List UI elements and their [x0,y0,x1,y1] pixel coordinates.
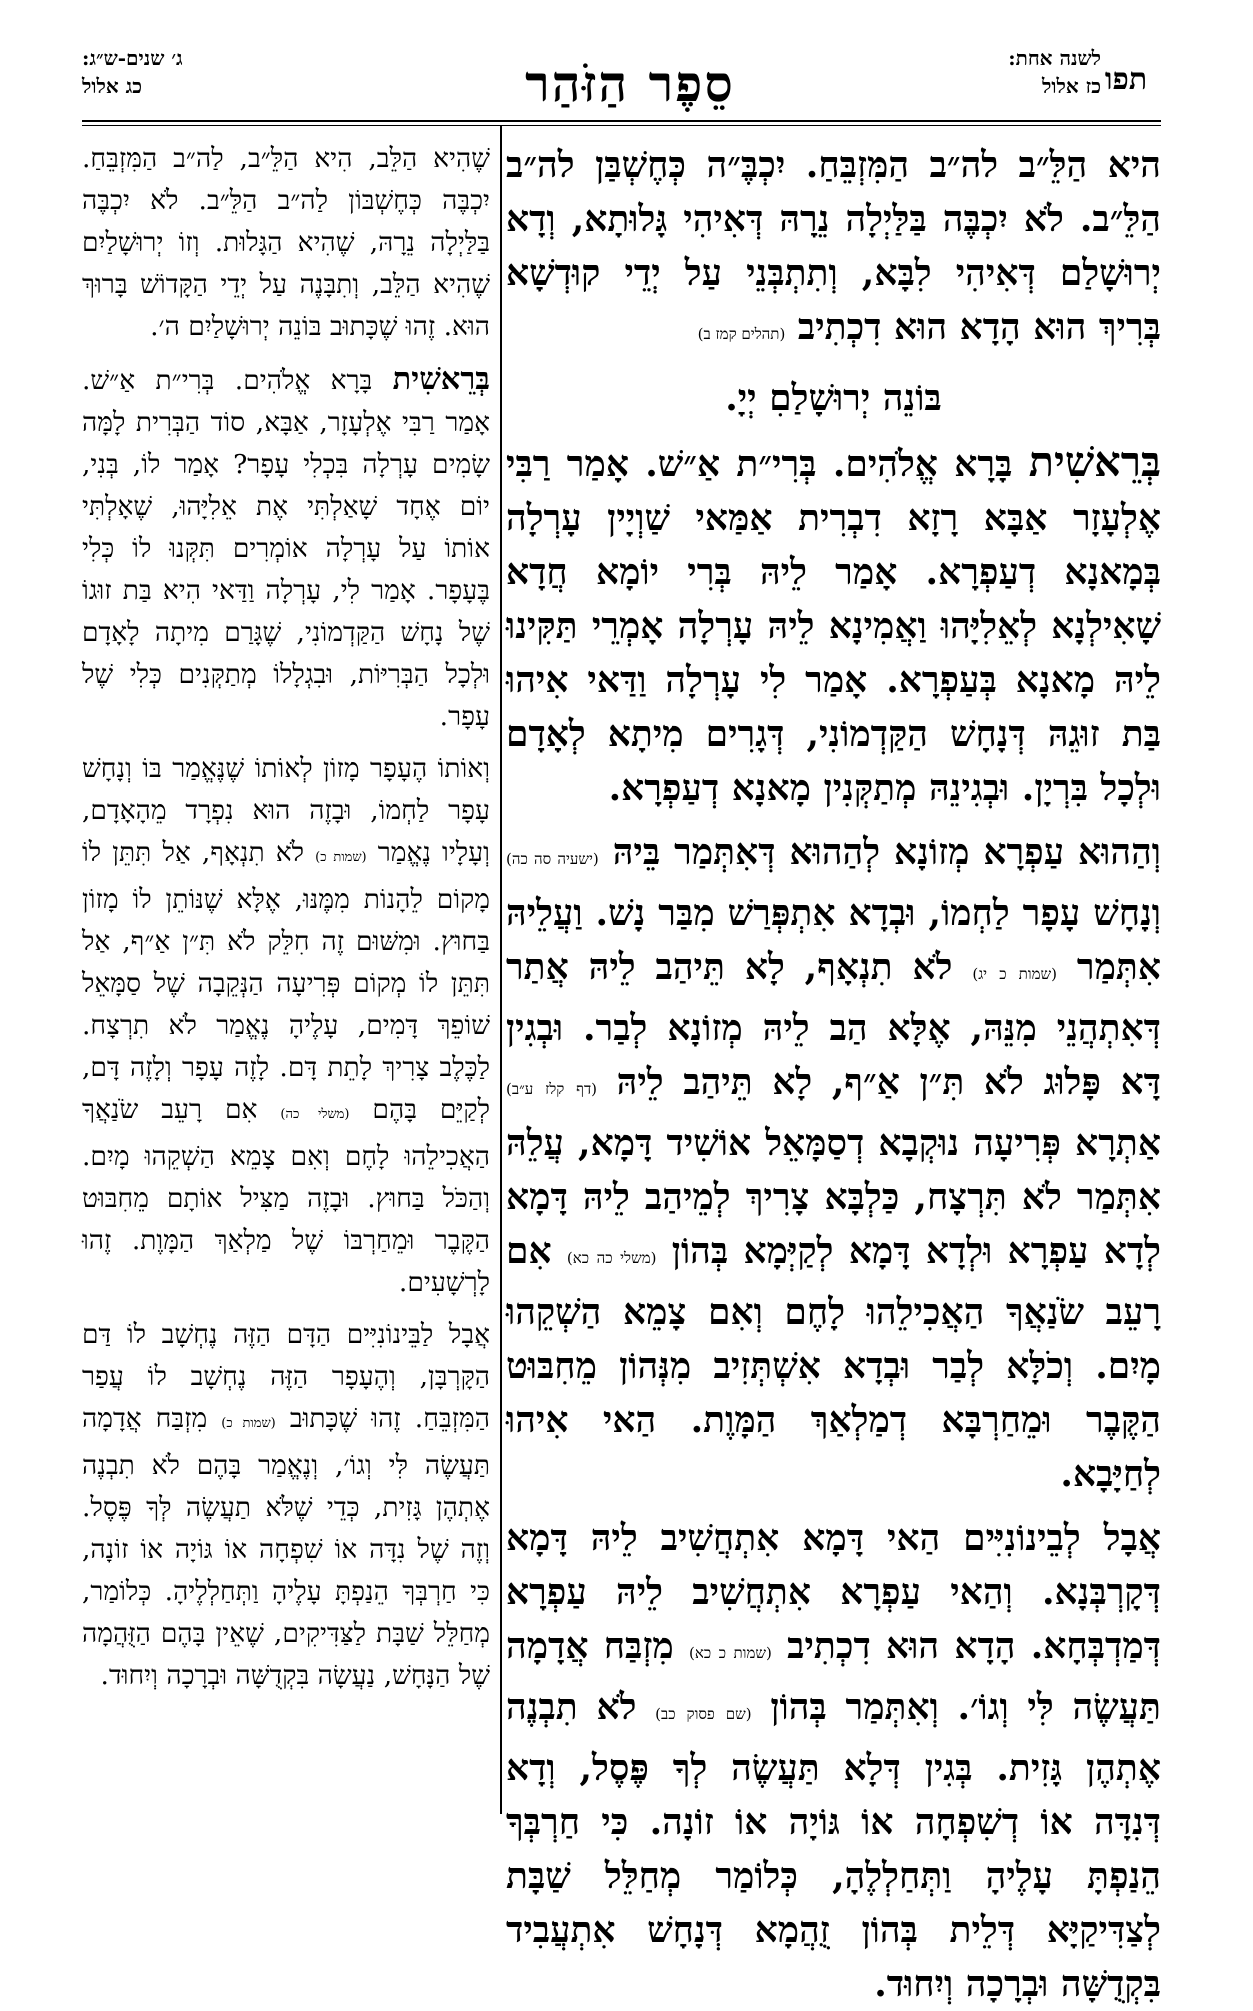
column-divider [500,126,502,1814]
main-p3-citation-4: (משלי כה כא) [566,1249,657,1267]
main-paragraph-4 [506,1511,1161,2011]
side-paragraph-3 [82,748,490,1304]
side-s4-citation-1: (שמות כ) [221,1416,276,1431]
header-rule [82,120,1161,122]
side-paragraph-1 [82,138,490,348]
one-year-label: לשנה אחת: [1008,46,1101,70]
main-p3-b: וְנָחָשׁ עָפָר לַחְמוֹ, וּבְדָא אִתְפְּרַשׁ מִבַּר נָשׁ. וַעֲלֵיהּ אִתְּמַר [506,892,1161,988]
three-year-date: כג אלול [82,74,143,98]
side-paragraph-4 [82,1314,490,1697]
main-paragraph-2 [506,435,1161,815]
main-p3-d: אַתְרָא פְּרִיעָה נוּקְבָא דְסַמָּאֵל אוֹשִׁיד דָּמָא, עֲלֵהּ אִתְּמַר לֹא תִּרְצָח, כַּלְבָּא צָרִיךְ לְמֵיהַב לֵיהּ דָּמָא לְדָא עַפְרָא וּלְדָא דָּמָא לְקַיְּמָא בְּהוֹן [506,1122,1161,1272]
side-s3-citation-2: (משלי כה) [280,1107,350,1122]
side-s2-opening-word: בְּרֵאשִׁית [392,361,490,397]
book-title: סֵפֶר הַזֹּהַר [525,54,735,113]
main-p3-citation-1: (ישעיה סה כה) [506,850,599,868]
side-s3-citation-1: (שמות כ) [315,850,367,865]
main-p1-citation: (תהלים קמז ב) [697,325,786,343]
side-s2-text: בָּרָא אֱלֹהִים. בְּרִי״ת אַ״שׁ. אָמַר רַבִּי אֶלְעָזָר, אַבָּא, סוֹד הַבְּרִית לָמָּה שָׂמִים עָרְלָה בִּכְלִי עָפָר? אָמַר לוֹ, בְּנִי, יוֹם אֶחָד שָׁאַלְתִּי אֶת אֵלִיָּהוּ, שֶׁאָלְתִּי אוֹתוֹ עַל עָרְלָה אוֹמְרִים תִּקְּנוּ לוֹ כְּלִי בֶּעָפָר. אָמַר לִי, עָרְלָה וַדַּאי הִיא בַּת זוּגוֹ שֶׁל נָחָשׁ הַקַּדְמוֹנִי, שֶׁגָּרַם מִיתָה לָאָדָם וּלְכָל הַבְּרִיּוֹת, וּבִגְלָלוֹ מְתַקְּנִים כְּלִי שֶׁל עָפָר. [82,365,490,732]
side-s3-a: וְאוֹתוֹ הֶעָפָר מָזוֹן לְאוֹתוֹ שֶׁנֶּאֱמַר בּוֹ וְנָחָשׁ עָפָר לַחְמוֹ, וּבָזֶה הוּא נִפְרָד מֵהָאָדָם, וְעָלָיו נֶאֱמַר [82,753,490,868]
main-p4-b: מִזְבַּח אֲדָמָה תַּעֲשֶׂה לִּי וְגוֹ׳. וְאִתְּמַר בְּהוֹן [506,1625,1161,1728]
main-p4-citation-1: (שמות כ כא) [689,1644,772,1662]
side-s4-b: מִזְבַּח אֲדָמָה תַּעֲשֶׂה לִּי וְגוֹ׳, וְנֶאֱמַר בָּהֶם לֹא תִבְנֶה אֶתְהֶן גָּזִית, כְּדֵי שֶׁלֹּא תַעֲשֶׂה לְּךָ פֶּסֶל. וְזֶה שֶׁל נִדָּה אוֹ שִׁפְחָה אוֹ גּוֹיָה אוֹ זוֹנָה, כִּי חַרְבְּךָ הֵנַפְתָּ עָלֶיהָ וַתְּחַלְלֶיהָ. כְּלוֹמַר, מְחַלֵּל שַׁבָּת לַצַּדִּיקִים, שֶׁאֵין בָּהֶם הַזֻּהֲמָה שֶׁל הַנָּחָשׁ, נַעֲשָׂה בִּקְדֻשָּׁה וּבְרָכָה וְיִחוּד. [82,1403,490,1691]
page-number: תפו [1104,62,1148,97]
side-s1-text: שֶׁהִיא הַלֵּב, הִיא הַלֵּ״ב, לַה״ב הַמִּזְבֵּחַ. יִכְבֶּה כְּחֶשְׁבּוֹן לַה״ב הַלֵּ״ב. לֹא יִכְבֶּה בַּלַּיְלָה נֵרָהּ, שֶׁהִיא הַגָּלוּת. וְזוֹ יְרוּשָׁלַיִם שֶׁהִיא הַלֵּב, וְתִבָּנֶה עַל יְדֵי הַקָּדוֹשׁ בָּרוּךְ הוּא. זֶהוּ שֶׁכָּתוּב בּוֹנֵה יְרוּשָׁלַיִם ה׳. [82,143,490,342]
main-p4-a: אֲבָל לְבֵינוֹנִיִּים הַאי דָּמָא אִתְחֲשִׁיב לֵיהּ דָּמָא דְּקָרְבְּנָא. וְהַאי עַפְרָא אִתְחֲשִׁיב לֵיהּ עַפְרָא דְּמַדְבְּחָא. הָדָא הוּא דִכְתִיב [506,1517,1161,1667]
hebrew-translation-column [82,138,490,1818]
main-p3-a: וְהַהוּא עַפְרָא מְזוֹנָא לְהַהוּא דְּאִתְּמַר בֵּיהּ [612,831,1161,873]
main-p1-verse: בּוֹנֵה יְרוּשָׁלַםִ יְיָ. [725,377,942,419]
main-p3-c: לֹא תִנְאָף, לָא תֵּיהַב לֵיהּ אֲתַר דְּאִתְהֲנֵי מִנֵּהּ, אֶלָּא הַב לֵיהּ מְזוֹנָא לְבַר. וּבְגִין דָּא פָּלוּג לֹא תִּ״ן אַ״ף, לָא תֵּיהַב לֵיהּ [506,946,1161,1103]
main-p1-verse-line [506,371,1161,425]
side-s3-c: אִם רָעֵב שֹׂנַאֲךָ הַאֲכִילֵהוּ לָחֶם וְאִם צָמֵא הַשְׁקֵהוּ מָיִם. וְהַכֹּל בַּחוּץ. וּבָזֶה מַצִּיל אוֹתָם מֵחִבּוּט הַקֶּבֶר וּמֵחַרְבּוֹ שֶׁל מַלְאַךְ הַמָּוֶת. זֶהוּ לָרְשָׁעִים. [82,1094,490,1298]
main-p2-opening-word: בְּרֵאשִׁית [1028,437,1161,486]
side-s3-b: לֹא תִנְאָף, אַל תִּתֵּן לוֹ מָקוֹם לֵהָנוֹת מִמֶּנּוּ, אֶלָּא שֶׁנּוֹתֵן לוֹ מָזוֹן בַּחוּץ. וּמִשּׁוּם זֶה חִלֵּק לֹא תִּ״ן אַ״ף, אַל תִּתֵּן לוֹ מְקוֹם פְּרִיעָה הַנְּקֵבָה שֶׁל סַמָּאֵל שׁוֹפֵךְ דָּמִים, עָלֶיהָ נֶאֱמַר לֹא תִרְצָח. לַכֶּלֶב צָרִיךְ לָתֵת דָּם. לָזֶה עָפָר וְלָזֶה דָּם, לְקַיֵּם בָּהֶם [82,837,490,1125]
main-aramaic-column [506,138,1161,2005]
one-year-date: כז אלול [1042,74,1101,98]
side-s4-a: אֲבָל לַבֵּינוֹנִיִּים הַדָּם הַזֶּה נֶחְשָׁב לוֹ דַּם הַקָּרְבָּן, וְהֶעָפָר הַזֶּה נֶחְשָׁב לוֹ עֲפַר הַמִּזְבֵּחַ. זֶהוּ שֶׁכָּתוּב [82,1319,490,1434]
main-p3-e: אִם רָעֵב שֹׂנַאֲךָ הַאֲכִילֵהוּ לָחֶם וְאִם צָמֵא הַשְׁקֵהוּ מָיִם. וְכֹלָּא לְבַר וּבְדָא אִשְׁתְּזִיב מִנְּהוֹן מֵחִבּוּט הַקֶּבֶר וּמֵחַרְבָּא דְמַלְאַךְ הַמָּוֶת. הַאי אִיהוּ לְחַיָּבָא. [506,1230,1161,1495]
main-p3-citation-2: (שמות כ יג) [972,965,1058,983]
main-p2-text: בָּרָא אֱלֹהִים. בְּרִי״ת אַ״שׁ. אָמַר רַבִּי אֶלְעָזָר אַבָּא רָזָא דִבְרִית אַמַּאי שַׁוְיָין עָרְלָה בְּמָאנָא דְעַפְרָא. אָמַר לֵיהּ בְּרִי יוֹמָא חֲדָא שָׁאִילְנָא לְאֵלִיָּהוּ וַאֲמִינָא לֵיהּ עָרְלָה אָמְרֵי תַּקִּינוּ לֵיהּ מָאנָא בְּעַפְרָא. אָמַר לִי עָרְלָה וַדַּאי אִיהוּ בַּת זוּגֵהּ דְּנָחָשׁ הַקַּדְמוֹנִי, דְּגָרִים מִיתָא לְאָדָם וּלְכָל בִּרְיָן. וּבְגִינֵהּ מְתַקְּנִין מָאנָא דְעַפְרָא. [506,443,1161,809]
three-year-label: ג׳ שנים-ש״ג: [82,46,183,70]
main-p4-c: לֹא תִבְנֶה אֶתְהֶן גָּזִית. בְּגִין דְּלָא תַּעֲשֶׂה לְךָ פֶּסֶל, וְדָא דְּנִדָּה אוֹ דְשִׁפְחָה אוֹ גּוֹיָה אוֹ זוֹנָה. כִּי חַרְבְּךָ הֵנַפְתָּ עָלֶיהָ וַתְּחַלְלֶהָ, כְּלוֹמַר מְחַלֵּל שַׁבָּת לְצַדִּיקַיָּא דְּלֵית בְּהוֹן זֻהֲמָא דְּנָחָשׁ אִתְעֲבִיד בִּקְדֻשָּׁה וּבְרָכָה וְיִחוּד. [506,1686,1161,2005]
main-paragraph-3 [506,825,1161,1501]
header-rule-thin [82,125,1161,126]
side-paragraph-2 [82,358,490,738]
main-p1-text: היא הַלֵּ״ב לה״ב הַמִּזְבֵּחַ. יִכְבֶּ״ה כְּחֶשְׁבַּן לה״ב הַלֵּ״ב. לֹא יִכְבֶּה בַּלַּיְלָה נֵרָהּ דְּאִיהִי גָּלוּתָא, וְדָא יְרוּשָׁלַם דְּאִיהִי לִבָּא, וְתִתְבְּנֵי עַל יְדֵי קוּדְשָׁא בְּרִיךְ הוּא הָדָא הוּא דִכְתִיב [506,144,1161,348]
main-p4-citation-2: (שם פסוק כב) [655,1705,752,1723]
main-p3-citation-3: (דף קלז ע״ב) [506,1080,598,1098]
main-paragraph-1 [506,138,1161,361]
